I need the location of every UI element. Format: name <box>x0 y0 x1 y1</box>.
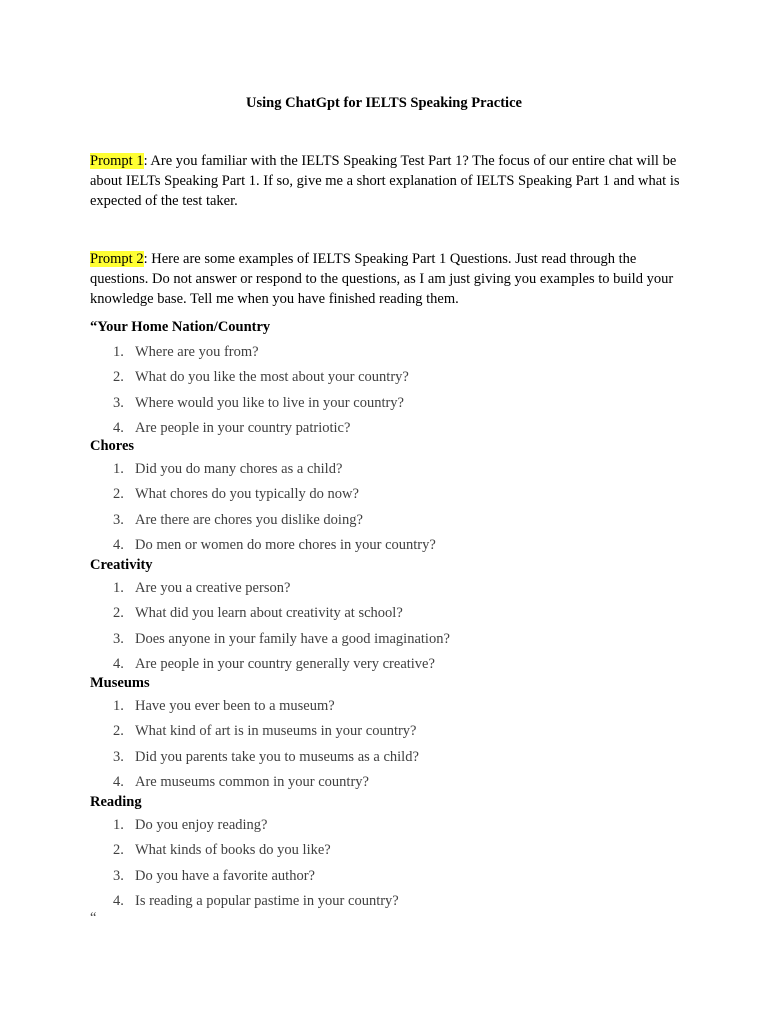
prompt-1-text: : Are you familiar with the IELTS Speaking Test Part 1? The focus of our entire chat will be about IELTs Speaking Part 1. If so, give me a short explanation of IELTS Speaking Part 1 and what is expected of the test taker. <box>90 153 680 209</box>
question-text: Are there are chores you dislike doing? <box>135 511 363 528</box>
section-chores <box>90 436 690 557</box>
prompt-1-label: Prompt 1 <box>90 153 144 169</box>
section-reading <box>90 792 690 913</box>
question-text: Are museums common in your country? <box>135 773 369 790</box>
list-number: 3. <box>113 511 124 528</box>
question-list <box>90 575 690 676</box>
prompt-2-text: : Here are some examples of IELTS Speaking Part 1 Questions. Just read through the questions. Do not answer or respond to the questions, as I am just giving you examples to build your knowledge base. Tell me when you have finished reading them. <box>90 251 674 307</box>
question-text: Did you do many chores as a child? <box>135 461 343 477</box>
closing-quote-mark: “ <box>90 910 97 926</box>
list-item <box>90 532 690 557</box>
list-number: 2. <box>113 369 124 386</box>
list-item <box>90 575 690 600</box>
question-text: Have you ever been to a museum? <box>135 698 335 714</box>
prompt-2-paragraph <box>90 249 680 309</box>
list-item <box>90 456 690 481</box>
question-text: What did you learn about creativity at school? <box>135 605 403 622</box>
list-number: 2. <box>113 486 124 503</box>
list-item <box>90 837 690 862</box>
prompt-2-label: Prompt 2 <box>90 251 144 267</box>
list-item <box>90 364 690 389</box>
question-text: Are you a creative person? <box>135 580 291 596</box>
prompt-1-paragraph <box>90 151 680 211</box>
question-text: Is reading a popular pastime in your country? <box>135 892 399 909</box>
list-number: 4. <box>113 419 124 436</box>
list-item <box>90 744 690 769</box>
question-text: What do you like the most about your country? <box>135 369 409 386</box>
question-list <box>90 339 690 440</box>
list-number: 2. <box>113 605 124 622</box>
question-text: Do you enjoy reading? <box>135 817 268 833</box>
list-number: 4. <box>113 655 124 672</box>
list-number: 3. <box>113 394 124 411</box>
question-text: Where are you from? <box>135 344 259 360</box>
list-item <box>90 481 690 506</box>
list-number: 3. <box>113 630 124 647</box>
list-item <box>90 390 690 415</box>
list-item <box>90 693 690 718</box>
question-list <box>90 812 690 913</box>
question-text: Do men or women do more chores in your country? <box>135 536 436 553</box>
question-list <box>90 456 690 557</box>
list-number: 4. <box>113 773 124 790</box>
question-text: What kinds of books do you like? <box>135 842 331 859</box>
question-text: What chores do you typically do now? <box>135 486 359 503</box>
section-heading: Creativity <box>90 557 153 573</box>
document-title: Using ChatGpt for IELTS Speaking Practice <box>246 95 522 111</box>
list-item <box>90 507 690 532</box>
list-item <box>90 339 690 364</box>
list-item <box>90 626 690 651</box>
question-text: Are people in your country patriotic? <box>135 419 351 436</box>
question-text: What kind of art is in museums in your country? <box>135 723 417 740</box>
question-text: Did you parents take you to museums as a child? <box>135 748 419 765</box>
section-heading: Chores <box>90 438 135 454</box>
list-number: 3. <box>113 867 124 884</box>
list-number: 1. <box>113 817 124 833</box>
question-text: Are people in your country generally very creative? <box>135 655 435 672</box>
list-item <box>90 600 690 625</box>
section-museums <box>90 673 690 794</box>
list-number: 2. <box>113 842 124 859</box>
list-item <box>90 812 690 837</box>
section-heading: “Your Home Nation/Country <box>90 319 271 335</box>
section-heading: Reading <box>90 794 142 810</box>
list-number: 1. <box>113 580 124 596</box>
question-text: Do you have a favorite author? <box>135 867 315 884</box>
list-item <box>90 888 690 913</box>
list-number: 3. <box>113 748 124 765</box>
section-home-country <box>90 317 690 440</box>
list-item <box>90 863 690 888</box>
list-number: 4. <box>113 892 124 909</box>
list-number: 1. <box>113 461 124 477</box>
question-list <box>90 693 690 794</box>
question-text: Where would you like to live in your country? <box>135 394 404 411</box>
list-item <box>90 769 690 794</box>
list-number: 1. <box>113 344 124 360</box>
list-number: 1. <box>113 698 124 714</box>
list-item <box>90 718 690 743</box>
list-number: 4. <box>113 536 124 553</box>
question-text: Does anyone in your family have a good imagination? <box>135 630 450 647</box>
section-creativity <box>90 555 690 676</box>
section-heading: Museums <box>90 675 150 691</box>
list-number: 2. <box>113 723 124 740</box>
